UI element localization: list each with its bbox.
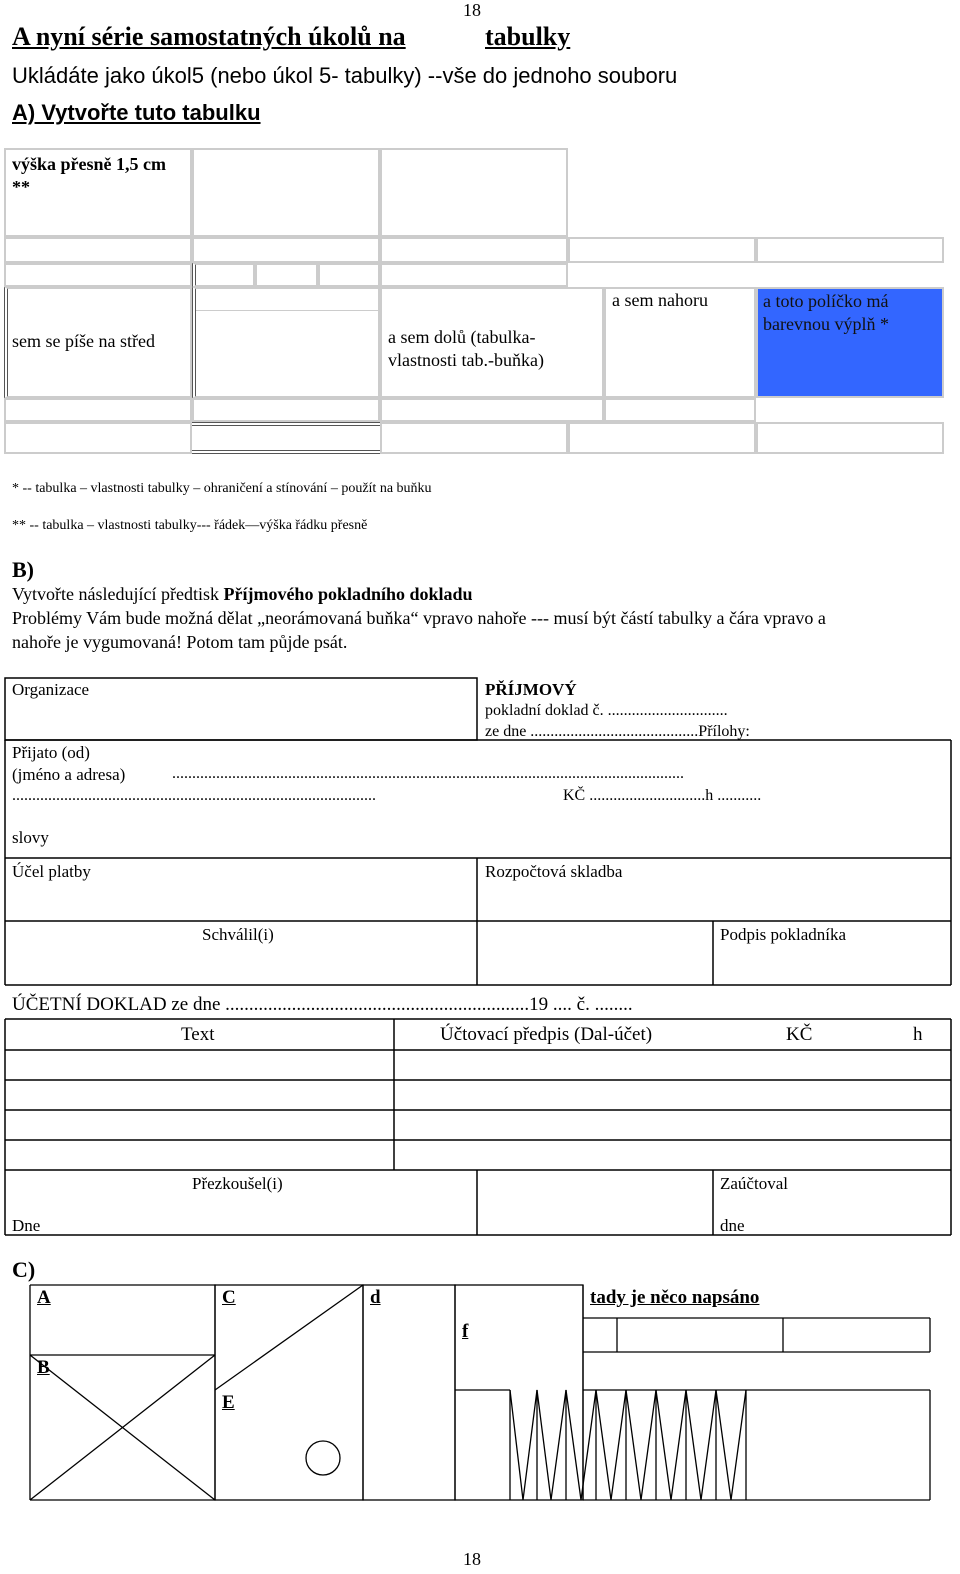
col-predpis-header: Účtovací předpis (Dal-účet) xyxy=(440,1024,653,1045)
table-cell xyxy=(568,422,756,454)
cell-bottom-text: a sem dolů (tabulka-vlastnosti tab.-buňka) xyxy=(388,327,544,370)
inner-line xyxy=(196,310,380,311)
table-cell xyxy=(4,263,192,287)
podpis-pokladnika-label: Podpis pokladníka xyxy=(720,925,847,944)
table-cell xyxy=(380,263,568,287)
schvalil-label: Schválil(i) xyxy=(202,925,274,944)
section-b-line3: nahoře je vygumovaná! Potom tam půjde psát. xyxy=(12,632,348,652)
label-c: C xyxy=(222,1287,236,1308)
table-cell xyxy=(4,398,192,422)
section-b-line2: Problémy Vám bude možná dělat „neorámovaná buňka“ vpravo nahoře --- musí být částí tabulky a čára vpravo a xyxy=(12,608,826,628)
section-b-line1-bold: Příjmového pokladního dokladu xyxy=(223,584,473,604)
table-cell xyxy=(192,237,380,263)
slovy-label: slovy xyxy=(12,828,49,847)
note-2: ** -- tabulka – vlastnosti tabulky--- řádek—výška řádku přesně xyxy=(12,518,368,533)
ucetni-doklad-label: ÚČETNÍ DOKLAD ze dne ................................................................19 .... č. ........ xyxy=(12,994,633,1015)
ze-dne-label: ze dne ..........................................Přílohy: xyxy=(485,723,750,740)
cell-top-text: a sem nahoru xyxy=(612,290,708,310)
prezkousel-label: Přezkoušel(i) xyxy=(192,1174,283,1193)
section-c-heading: C) xyxy=(12,1257,36,1282)
zauctoval-label: Zaúčtoval xyxy=(720,1174,788,1193)
page-title-right: tabulky xyxy=(485,22,571,51)
organizace-label: Organizace xyxy=(12,680,90,699)
table-cell xyxy=(604,398,756,422)
page-title: A nyní série samostatných úkolů na xyxy=(12,22,406,51)
jmeno-label: (jméno a adresa) xyxy=(12,765,126,784)
prijato-label: Přijato (od) xyxy=(12,743,90,762)
col-kc-header: KČ xyxy=(786,1024,813,1045)
note-1: * -- tabulka – vlastnosti tabulky – ohraničení a stínování – použít na buňku xyxy=(12,481,432,496)
dne-right-label: dne xyxy=(720,1216,745,1235)
address-dots-2: ........................................................................................... xyxy=(12,787,376,804)
col-text-header: Text xyxy=(181,1024,215,1045)
section-b-heading: B) xyxy=(12,557,34,582)
table-cell xyxy=(192,422,380,454)
section-b-line1 xyxy=(12,584,473,605)
label-a: A xyxy=(37,1287,51,1308)
page-subtitle: Ukládáte jako úkol5 (nebo úkol 5- tabulky) --vše do jednoho souboru xyxy=(12,63,678,88)
prijmovy-label: PŘÍJMOVÝ xyxy=(485,680,577,699)
page-number-bottom: 18 xyxy=(463,1549,481,1569)
table-cell xyxy=(4,422,192,454)
rozpoctova-skladba-label: Rozpočtová skladba xyxy=(485,862,623,881)
table-cell xyxy=(255,263,318,287)
cell-height-text: výška přesně 1,5 cm ** xyxy=(12,154,166,197)
page-number-top: 18 xyxy=(463,0,481,20)
label-f: f xyxy=(462,1321,469,1342)
label-e: E xyxy=(222,1392,235,1413)
table-cell xyxy=(192,148,380,237)
col-h-header: h xyxy=(913,1024,923,1045)
label-d: d xyxy=(370,1287,381,1308)
cell-center-text: sem se píše na střed xyxy=(12,331,155,351)
ucel-platby-label: Účel platby xyxy=(12,862,91,881)
table-cell xyxy=(192,263,255,287)
dne-left-label: Dne xyxy=(12,1216,41,1235)
table-cell xyxy=(756,422,944,454)
label-tady: tady je něco napsáno xyxy=(590,1287,760,1308)
table-cell xyxy=(192,287,380,398)
table-cell xyxy=(568,237,756,263)
pokladni-doklad-label: pokladní doklad č. .............................. xyxy=(485,702,728,719)
label-b: B xyxy=(37,1357,50,1378)
section-b-line1-text: Vytvořte následující předtisk xyxy=(12,584,224,604)
cell-fill-text: a toto políčko má barevnou výplň * xyxy=(763,291,889,334)
table-cell xyxy=(318,263,380,287)
table-cell xyxy=(380,148,568,237)
table-cell xyxy=(380,422,568,454)
table-cell xyxy=(380,237,568,263)
address-dots-1: ................................................................................................................................ xyxy=(172,765,684,782)
table-cell xyxy=(192,398,380,422)
kc-line: KČ .............................h ........... xyxy=(563,787,762,804)
table-cell xyxy=(756,237,944,263)
table-cell xyxy=(380,398,604,422)
section-a-heading: A) Vytvořte tuto tabulku xyxy=(12,100,261,125)
table-cell xyxy=(4,237,192,263)
